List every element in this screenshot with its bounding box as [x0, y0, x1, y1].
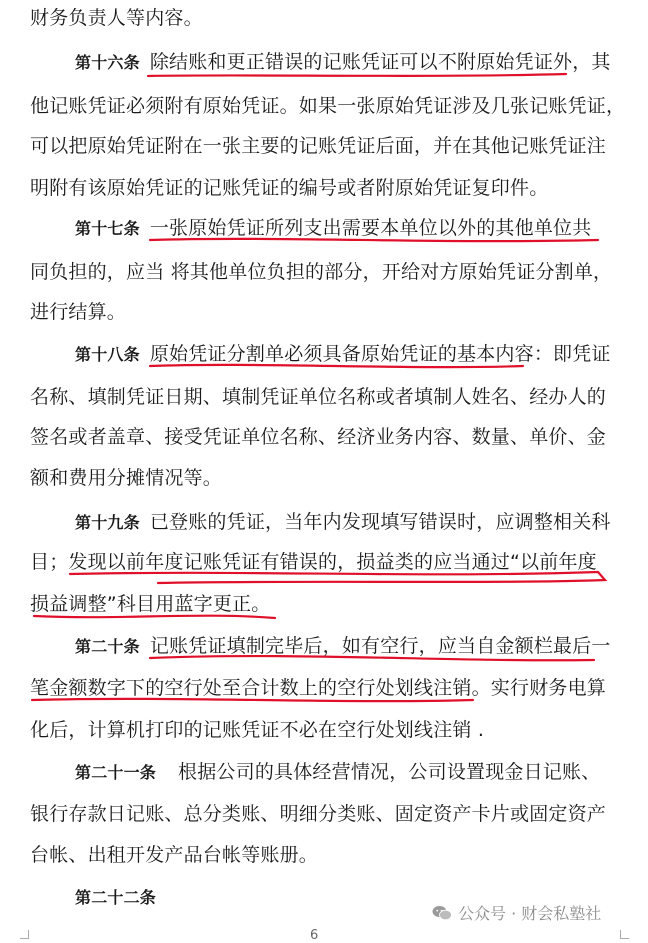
corner-mark: [620, 930, 629, 939]
text-line: 除结账和更正错误的记账凭证可以不附原始凭证外，其: [149, 51, 611, 73]
text-line: 化后，计算机打印的记账凭证不必在空行处划线注销 .: [30, 719, 485, 741]
article-number: 第十九条: [75, 513, 140, 532]
article-number: 第二十条: [75, 637, 140, 656]
article-18: [75, 340, 635, 369]
text-line: 银行存款日记账、总分类账、明细分类账、固定资产卡片或固定资产: [30, 803, 607, 825]
text-line: 进行结算。: [30, 301, 127, 323]
article-number: 第十七条: [75, 219, 140, 238]
article-number: 第二十一条: [75, 763, 157, 782]
text-line: 名称、填制凭证日期、填制凭证单位名称或者填制人姓名、经办人的: [30, 386, 607, 408]
text-line: 记账凭证填制完毕后，如有空行，应当自金额栏最后一: [149, 635, 611, 657]
text-line: 明附有该原始凭证的记账凭证的编号或者附原始凭证复印件。: [30, 177, 549, 199]
wechat-icon: [432, 905, 452, 921]
text-line: 台帐、出租开发产品台帐等账册。: [30, 844, 319, 866]
watermark-text: 公众号 · 财会私塾社: [458, 904, 602, 923]
text-line: 损益调整”科目用蓝字更正。: [30, 593, 271, 615]
article-number: 第二十二条: [75, 888, 157, 907]
article-16: [75, 48, 635, 77]
text-line: 一张原始凭证所列支出需要本单位以外的其他单位共: [149, 217, 592, 239]
article-number: 第十八条: [75, 345, 140, 364]
text-line: 原始凭证分割单必须具备原始凭证的基本内容：即凭证: [149, 343, 611, 365]
corner-mark: [20, 930, 29, 939]
article-number: 第十六条: [75, 53, 140, 72]
article-19: [75, 508, 635, 537]
watermark: [432, 901, 601, 924]
text-line: 可以把原始凭证附在一张主要的记账凭证后面，并在其他记账凭证注: [30, 135, 607, 157]
text-line: 同负担的，应当 将其他单位负担的部分，开给对方原始凭证分割单，: [30, 261, 613, 283]
text-line: 额和费用分摊情况等。: [30, 467, 223, 489]
article-20: [75, 632, 635, 661]
text-line: 目；发现以前年度记账凭证有错误的，损益类的应当通过“以前年度: [30, 551, 597, 573]
text-line: 根据公司的具体经营情况，公司设置现金日记账、: [178, 761, 601, 783]
text-line: 财务负责人等内容。: [30, 7, 203, 29]
page-number: 6: [310, 928, 319, 943]
text-line: 他记账凭证必须附有原始凭证。如果一张原始凭证涉及几张记账凭证，: [30, 95, 626, 117]
article-21: [75, 758, 635, 787]
text-line: 已登账的凭证，当年内发现填写错误时，应调整相关科: [149, 511, 611, 533]
article-17: [75, 214, 635, 243]
text-line: 签名或者盖章、接受凭证单位名称、经济业务内容、数量、单价、金: [30, 426, 607, 448]
text-line: 笔金额数字下的空行处至合计数上的空行处划线注销。实行财务电算: [30, 677, 607, 699]
